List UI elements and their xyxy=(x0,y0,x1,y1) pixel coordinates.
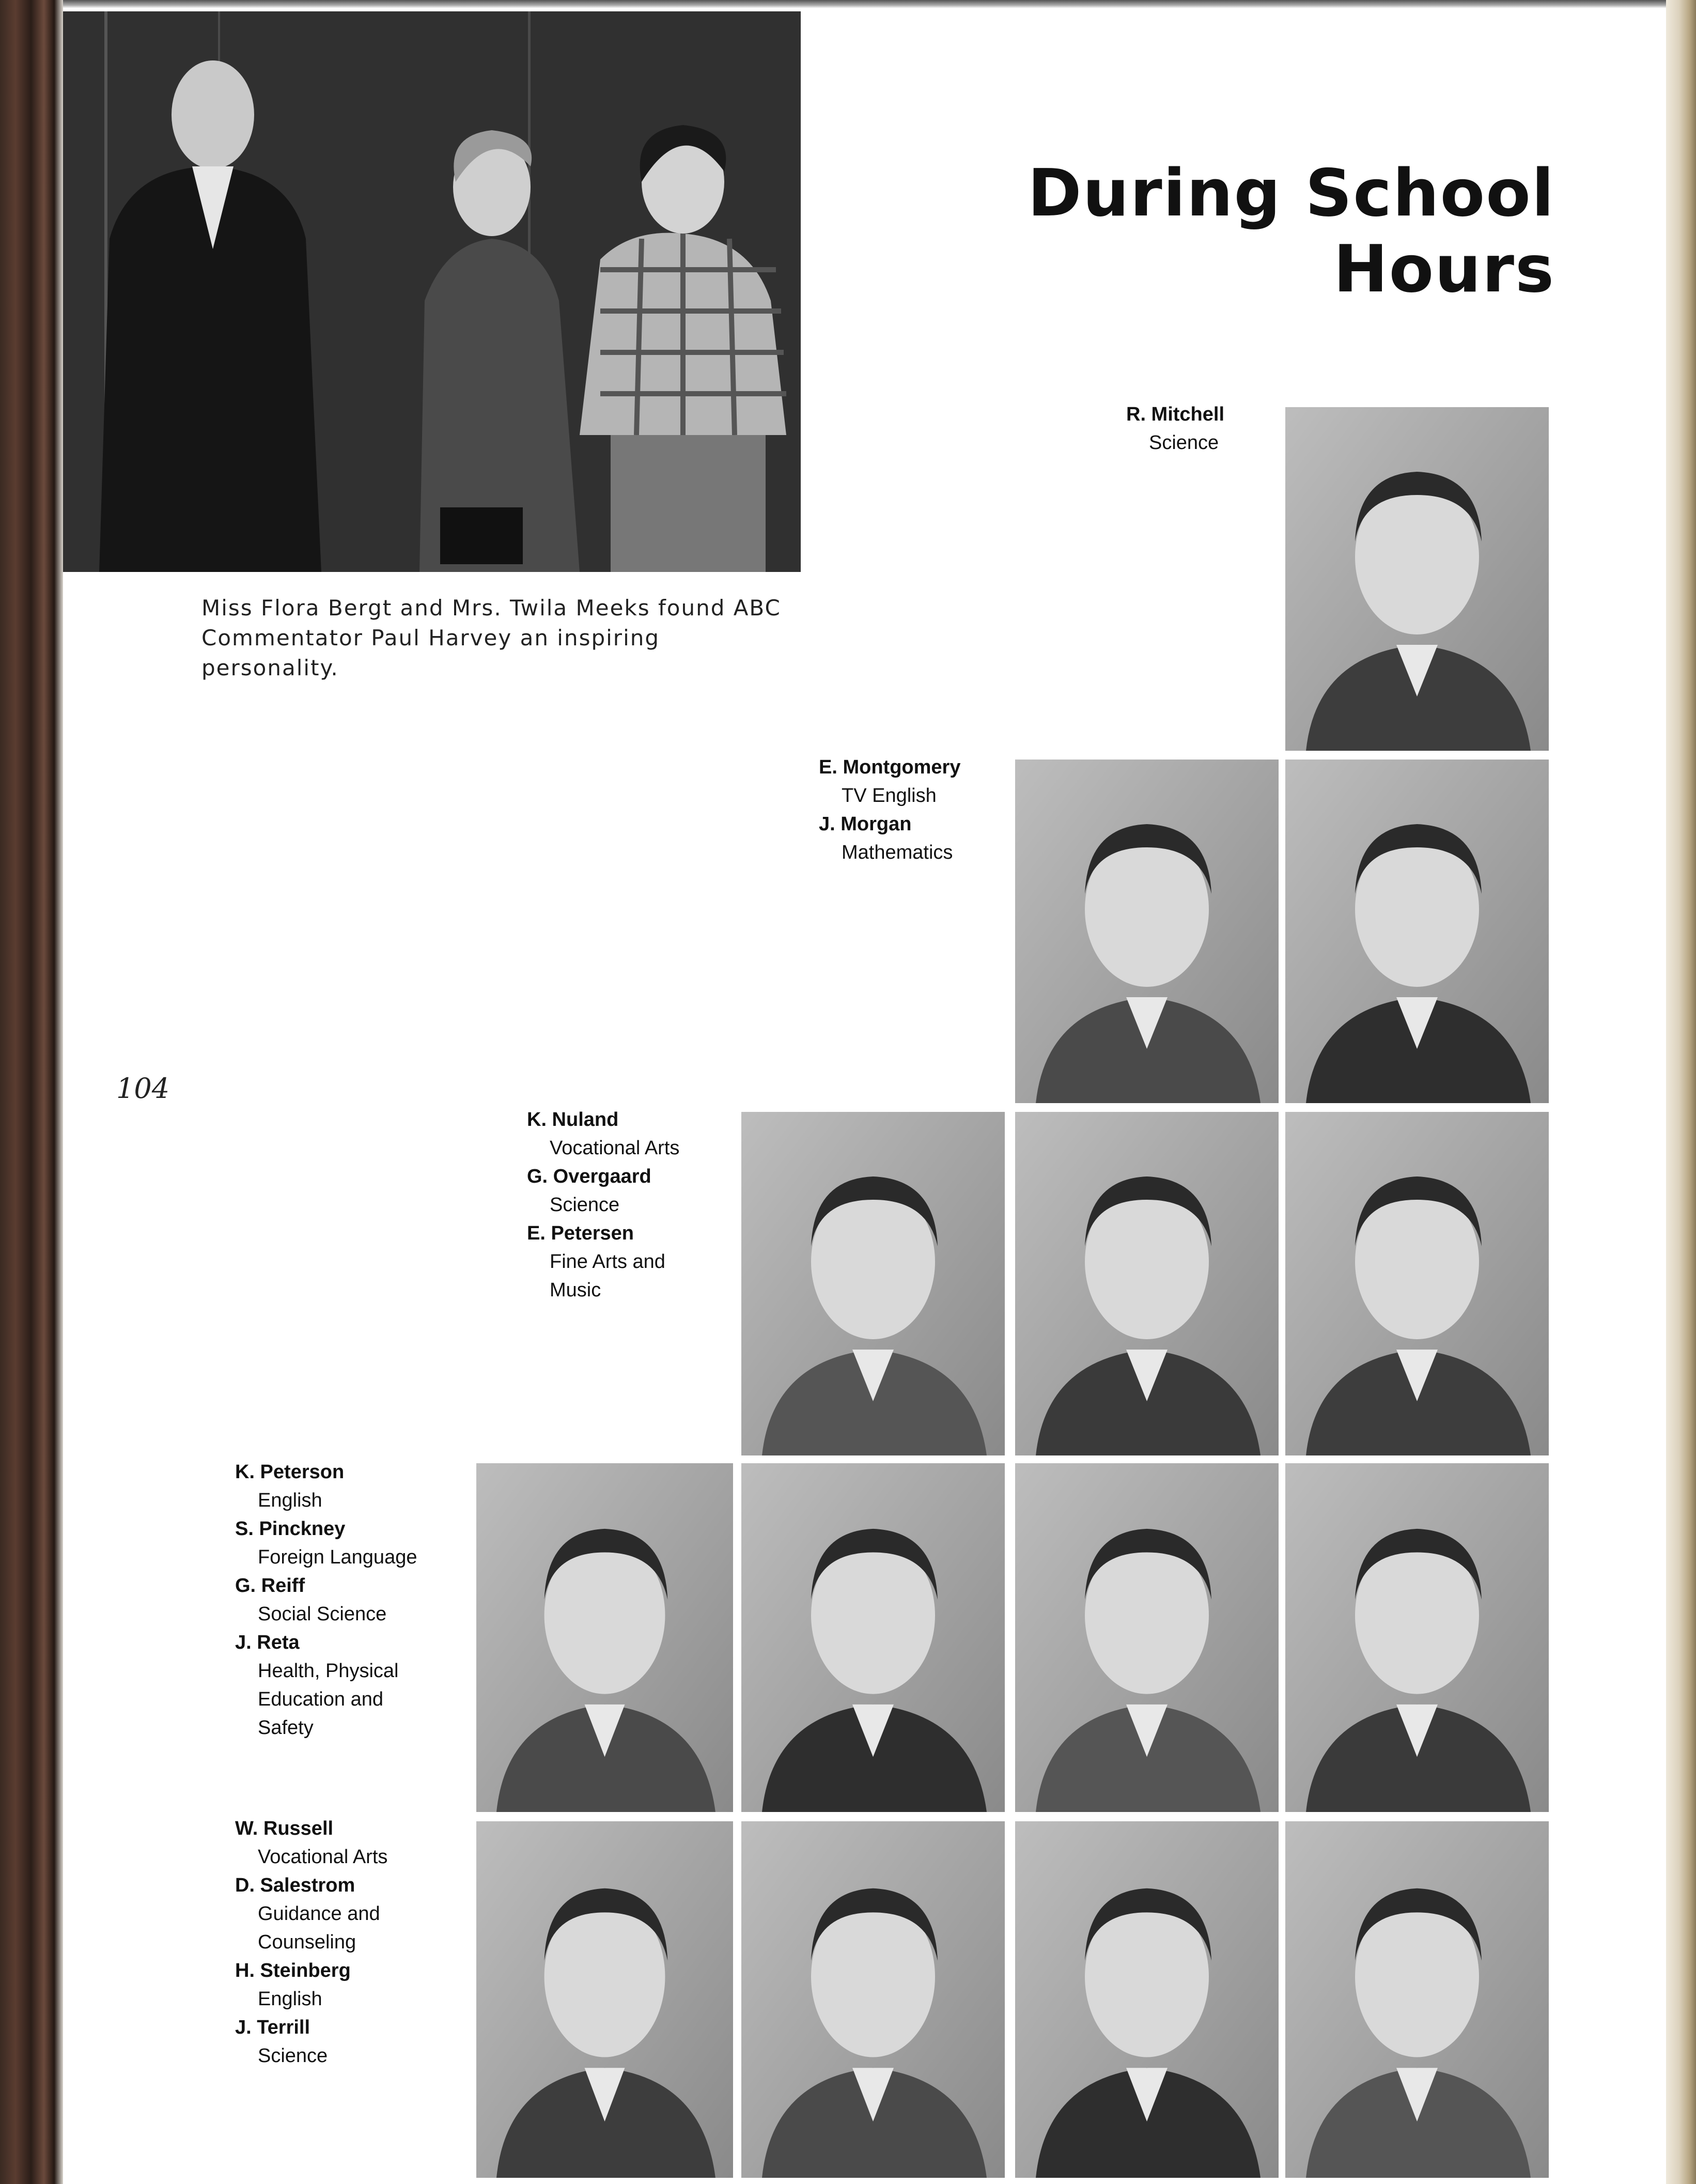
name-group-1 xyxy=(1126,400,1224,457)
page-title: During School Hours xyxy=(1028,155,1555,307)
staff-subject: TV English xyxy=(842,785,937,807)
staff-subject: Health, Physical xyxy=(258,1660,399,1682)
staff-subject: Science xyxy=(550,1194,620,1216)
portrait-photo xyxy=(1015,760,1279,1103)
staff-name: K. Nuland xyxy=(527,1109,619,1130)
staff-subject: Counseling xyxy=(258,1931,356,1953)
staff-subject: Social Science xyxy=(258,1603,387,1625)
staff-name: R. Mitchell xyxy=(1126,404,1225,425)
staff-subject: English xyxy=(258,1988,322,2010)
portrait-photo xyxy=(1015,1463,1279,1812)
staff-name: E. Petersen xyxy=(527,1222,634,1244)
staff-subject: English xyxy=(258,1490,322,1511)
staff-subject: Vocational Arts xyxy=(550,1137,680,1159)
staff-name: G. Reiff xyxy=(235,1575,305,1597)
staff-subject: Science xyxy=(258,2045,328,2067)
portrait-photo xyxy=(741,1463,1005,1812)
staff-subject: Guidance and xyxy=(258,1903,380,1925)
staff-name: E. Montgomery xyxy=(819,756,961,778)
staff-name: D. Salestrom xyxy=(235,1875,355,1896)
portrait-photo xyxy=(476,1463,733,1812)
name-group-2 xyxy=(819,753,960,867)
portrait-photo xyxy=(741,1112,1005,1455)
page-number: 104 xyxy=(116,1072,170,1105)
staff-subject: Science xyxy=(1149,432,1219,454)
caption-line-2: Commentator Paul Harvey an inspiring personality. xyxy=(201,625,660,680)
portrait-photo xyxy=(741,1821,1005,2178)
name-group-4 xyxy=(235,1458,417,1742)
staff-name: S. Pinckney xyxy=(235,1518,346,1540)
portrait-photo xyxy=(1285,760,1549,1103)
staff-name: J. Morgan xyxy=(819,813,912,835)
portrait-photo xyxy=(1285,1463,1549,1812)
staff-name: H. Steinberg xyxy=(235,1960,351,1981)
staff-subject: Foreign Language xyxy=(258,1546,417,1568)
staff-subject: Education and xyxy=(258,1689,383,1710)
name-group-3 xyxy=(527,1106,679,1305)
portrait-photo xyxy=(1285,1821,1549,2178)
staff-name: G. Overgaard xyxy=(527,1166,651,1187)
staff-name: W. Russell xyxy=(235,1818,334,1839)
page-right-edge xyxy=(1666,0,1696,2184)
staff-subject: Mathematics xyxy=(842,842,953,863)
staff-subject: Vocational Arts xyxy=(258,1846,388,1868)
staff-subject: Music xyxy=(550,1279,601,1301)
caption-line-1: Miss Flora Bergt and Mrs. Twila Meeks found ABC xyxy=(201,595,781,621)
photo-caption xyxy=(201,593,801,683)
staff-name: J. Reta xyxy=(235,1632,300,1653)
portrait-photo xyxy=(1285,407,1549,751)
portrait-photo xyxy=(1015,1112,1279,1455)
staff-subject: Safety xyxy=(258,1717,314,1739)
portrait-photo xyxy=(476,1821,733,2178)
page-top-edge xyxy=(63,0,1666,8)
portrait-photo xyxy=(1015,1821,1279,2178)
event-photo xyxy=(63,11,801,572)
book-binding xyxy=(0,0,63,2184)
portrait-photo xyxy=(1285,1112,1549,1455)
name-group-5 xyxy=(235,1815,387,2070)
staff-subject: Fine Arts and xyxy=(550,1251,665,1273)
staff-name: J. Terrill xyxy=(235,2017,310,2038)
staff-name: K. Peterson xyxy=(235,1461,345,1483)
